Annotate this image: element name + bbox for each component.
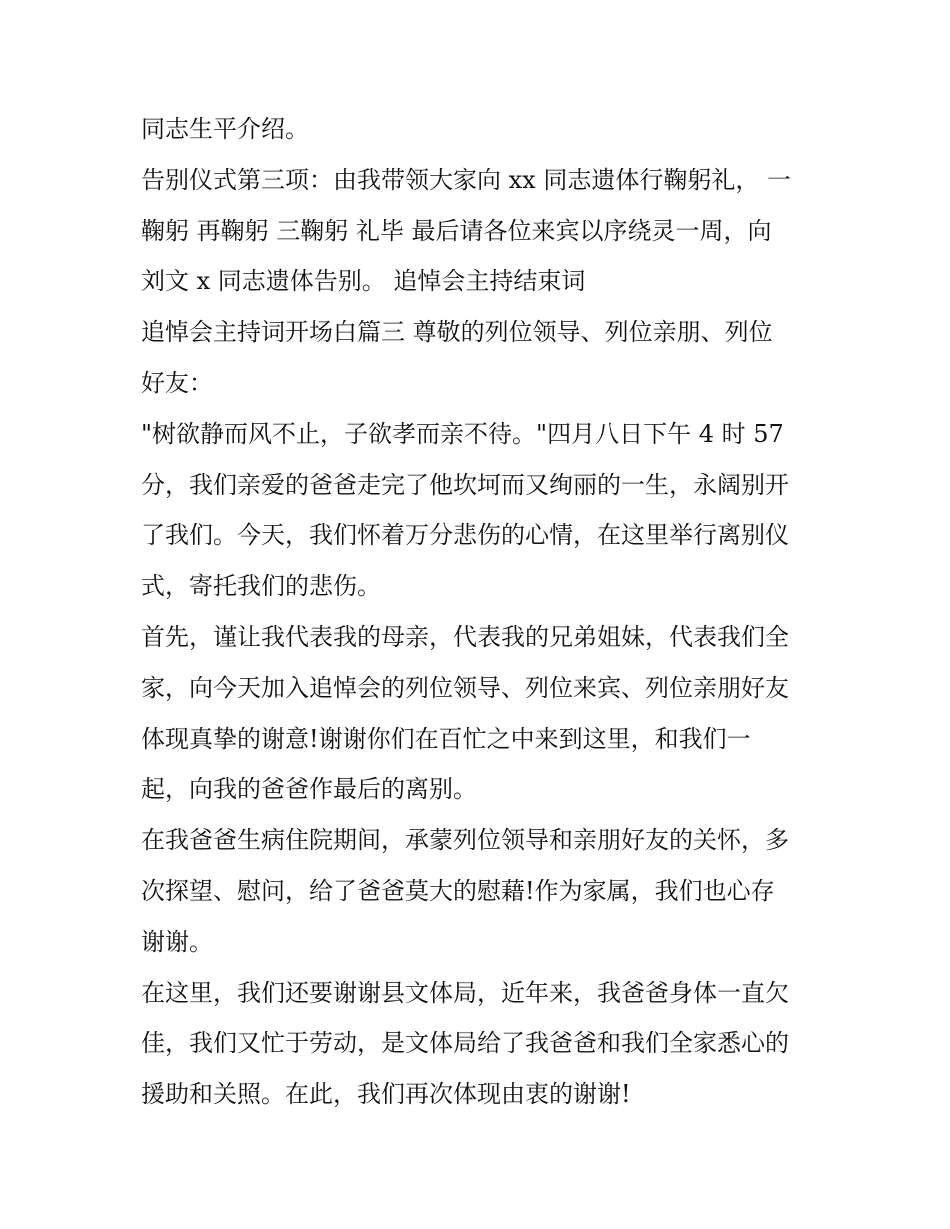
text-line: 次探望、慰问，给了爸爸莫大的慰藉!作为家属，我们也心存 <box>141 876 775 905</box>
text-line: 追悼会主持词开场白篇三 尊敬的列位领导、列位亲朋、列位 <box>141 318 773 347</box>
text-line: 体现真挚的谢意!谢谢你们在百忙之中来到这里，和我们一 <box>141 724 751 753</box>
text-line: 式，寄托我们的悲伤。 <box>141 572 381 601</box>
text-line: 了我们。今天，我们怀着万分悲伤的心情，在这里举行离别仪 <box>141 521 789 550</box>
text-line: 援助和关照。在此，我们再次体现由衷的谢谢! <box>141 1080 631 1109</box>
text-line: 谢谢。 <box>141 927 213 956</box>
text-line: 刘文 x 同志遗体告别。 追悼会主持结束词 <box>141 267 586 296</box>
text-line: 在这里，我们还要谢谢县文体局，近年来，我爸爸身体一直欠 <box>141 978 789 1007</box>
text-line: "树欲静而风不止，子欲孝而亲不待。"四月八日下午 4 时 57 <box>141 419 784 448</box>
text-line: 同志生平介绍。 <box>141 115 309 143</box>
text-line: 起，向我的爸爸作最后的离别。 <box>141 775 477 804</box>
text-line: 家，向今天加入追悼会的列位领导、列位来宾、列位亲朋好友 <box>141 673 789 702</box>
document-body <box>141 104 821 1120</box>
text-line: 在我爸爸生病住院期间，承蒙列位领导和亲朋好友的关怀，多 <box>141 826 789 855</box>
text-line: 好友： <box>141 368 213 397</box>
text-line: 分，我们亲爱的爸爸走完了他坎坷而又绚丽的一生，永阔别开 <box>141 470 789 499</box>
text-line: 告别仪式第三项：由我带领大家向 xx 同志遗体行鞠躬礼， 一 <box>141 165 791 194</box>
text-line: 鞠躬 再鞠躬 三鞠躬 礼毕 最后请各位来宾以序绕灵一周，向 <box>141 216 772 245</box>
text-line: 佳，我们又忙于劳动，是文体局给了我爸爸和我们全家悉心的 <box>141 1029 789 1058</box>
text-line: 首先，谨让我代表我的母亲，代表我的兄弟姐妹，代表我们全 <box>141 622 789 651</box>
